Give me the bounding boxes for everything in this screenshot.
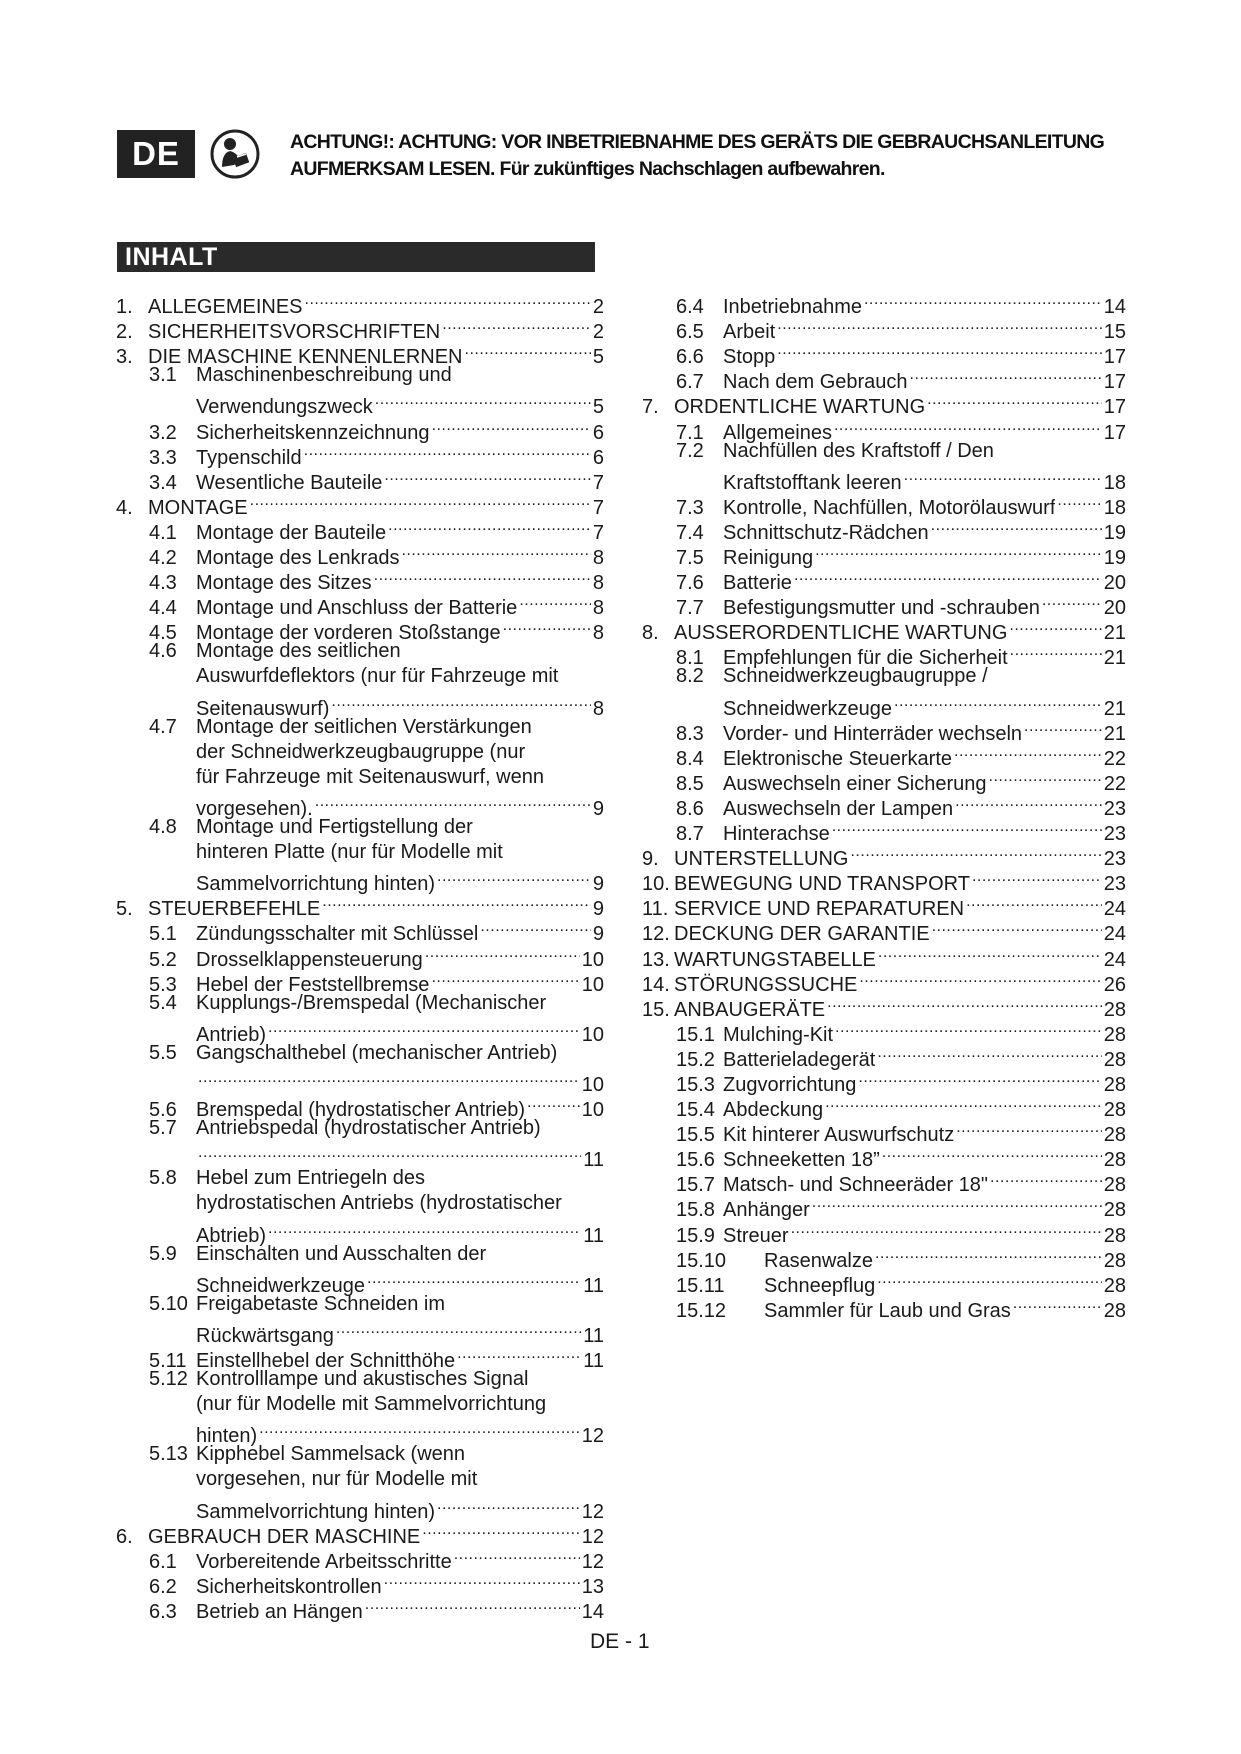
toc-entry[interactable]: 6.3 Betrieb an Hängen ..... 14	[116, 1593, 604, 1618]
toc-entry-continuation[interactable]: hinten) ..... 12	[116, 1417, 604, 1442]
toc-entry[interactable]: 15.11 Schneepflug ..... 28	[642, 1267, 1126, 1292]
toc-entry[interactable]: 15.5 Kit hinterer Auswurfschutz ..... 28	[642, 1116, 1126, 1141]
toc-entry[interactable]: 5.7 Antriebspedal (hydrostatischer Antrieb)	[149, 1117, 541, 1140]
toc-entry[interactable]: 15.8 Anhänger ..... 28	[642, 1191, 1126, 1216]
warning-line-2: AUFMERKSAM LESEN. Für zukünftiges Nachschlagen aufbewahren.	[290, 158, 885, 180]
toc-entry[interactable]: 8.1 Empfehlungen für die Sicherheit ..... 21	[642, 639, 1126, 664]
toc-entry[interactable]: 15.3 Zugvorrichtung ..... 28	[642, 1066, 1126, 1091]
toc-entry[interactable]: 4.5 Montage der vorderen Stoßstange ..... 8	[116, 614, 604, 639]
toc-entry[interactable]: 5. STEUERBEFEHLE ..... 9	[116, 890, 604, 915]
toc-entry-continuation[interactable]: ..... 10	[116, 1066, 604, 1091]
toc-entry-continuation[interactable]: (nur für Modelle mit Sammelvorrichtung	[196, 1393, 547, 1416]
toc-entry[interactable]: 5.2 Drosselklappensteuerung ..... 10	[116, 940, 604, 965]
toc-entry[interactable]: 2. SICHERHEITSVORSCHRIFTEN ..... 2	[116, 313, 604, 338]
toc-entry[interactable]: 11. SERVICE UND REPARATUREN ..... 24	[642, 890, 1126, 915]
toc-entry[interactable]: 12. DECKUNG DER GARANTIE ..... 24	[642, 915, 1126, 940]
toc-entry[interactable]: 7.4 Schnittschutz-Rädchen ..... 19	[642, 514, 1126, 539]
toc-entry[interactable]: 8.2 Schneidwerkzeugbaugruppe /	[676, 665, 988, 688]
toc-entry[interactable]: 5.8 Hebel zum Entriegeln des	[149, 1167, 426, 1190]
toc-entry[interactable]: 7.5 Reinigung ..... 19	[642, 539, 1126, 564]
toc-entry[interactable]: 5.1 Zündungsschalter mit Schlüssel ..... 9	[116, 915, 604, 940]
toc-entry[interactable]: 6. GEBRAUCH DER MASCHINE ..... 12	[116, 1518, 604, 1543]
toc-entry[interactable]: 15.2 Batterieladegerät ..... 28	[642, 1041, 1126, 1066]
toc-entry-continuation[interactable]: vorgesehen). ..... 9	[116, 790, 604, 815]
toc-entry-continuation[interactable]: hinteren Platte (nur für Modelle mit	[196, 841, 503, 864]
toc-entry[interactable]: 15. ANBAUGERÄTE ..... 28	[642, 991, 1126, 1016]
toc-left-column	[116, 288, 604, 1623]
toc-entry-continuation[interactable]: für Fahrzeuge mit Seitenauswurf, wenn	[196, 765, 544, 788]
toc-entry-continuation[interactable]: Abtrieb) ..... 11	[116, 1216, 604, 1241]
toc-entry[interactable]: 8.7 Hinterachse ..... 23	[642, 815, 1126, 840]
toc-entry-continuation[interactable]: Schneidwerkzeuge ..... 11	[116, 1267, 604, 1292]
toc-entry[interactable]: 4.7 Montage der seitlichen Verstärkungen	[149, 715, 532, 738]
toc-entry[interactable]: 4. MONTAGE ..... 7	[116, 489, 604, 514]
read-manual-icon	[210, 129, 260, 179]
toc-entry[interactable]: 5.4 Kupplungs-/Bremspedal (Mechanischer	[149, 991, 547, 1014]
toc-entry-continuation[interactable]: Seitenauswurf) ..... 8	[116, 690, 604, 715]
toc-entry[interactable]: 5.11 Einstellhebel der Schnitthöhe ..... 11	[116, 1342, 604, 1367]
toc-entry[interactable]: 15.1 Mulching-Kit ..... 28	[642, 1016, 1126, 1041]
toc-entry[interactable]: 4.6 Montage des seitlichen	[149, 640, 401, 663]
page-number: DE - 1	[590, 1630, 650, 1653]
toc-entry-continuation[interactable]: ..... 11	[116, 1141, 604, 1166]
toc-entry[interactable]: 6.2 Sicherheitskontrollen ..... 13	[116, 1568, 604, 1593]
toc-entry[interactable]: 4.3 Montage des Sitzes ..... 8	[116, 564, 604, 589]
toc-entry[interactable]: 4.1 Montage der Bauteile ..... 7	[116, 514, 604, 539]
toc-entry[interactable]: 3.3 Typenschild ..... 6	[116, 439, 604, 464]
toc-title: INHALT	[117, 242, 595, 272]
toc-entry[interactable]: 5.9 Einschalten und Ausschalten der	[149, 1242, 487, 1265]
toc-entry[interactable]: 7. ORDENTLICHE WARTUNG ..... 17	[642, 388, 1126, 413]
toc-entry[interactable]: 6.5 Arbeit ..... 15	[642, 313, 1126, 338]
toc-entry[interactable]: 8.6 Auswechseln der Lampen ..... 23	[642, 790, 1126, 815]
toc-entry-continuation[interactable]: Sammelvorrichtung hinten) ..... 9	[116, 865, 604, 890]
toc-entry[interactable]: 15.10 Rasenwalze ..... 28	[642, 1242, 1126, 1267]
toc-entry[interactable]: 3.4 Wesentliche Bauteile ..... 7	[116, 464, 604, 489]
toc-entry[interactable]: 4.8 Montage und Fertigstellung der	[149, 815, 473, 838]
toc-entry[interactable]: 3.2 Sicherheitskennzeichnung ..... 6	[116, 413, 604, 438]
toc-entry[interactable]: 15.6 Schneeketten 18” ..... 28	[642, 1141, 1126, 1166]
toc-right-column	[642, 288, 1126, 1322]
toc-entry-continuation[interactable]: Auswurfdeflektors (nur für Fahrzeuge mit	[196, 665, 559, 688]
toc-entry-continuation[interactable]: Antrieb) ..... 10	[116, 1016, 604, 1041]
toc-entry[interactable]: 8.4 Elektronische Steuerkarte ..... 22	[642, 740, 1126, 765]
toc-entry[interactable]: 8.5 Auswechseln einer Sicherung ..... 22	[642, 765, 1126, 790]
toc-entry[interactable]: 6.1 Vorbereitende Arbeitsschritte ..... 12	[116, 1543, 604, 1568]
warning-line-1: ACHTUNG!: ACHTUNG: VOR INBETRIEBNAHME DES GERÄTS DIE GEBRAUCHSANLEITUNG	[290, 131, 1105, 153]
toc-entry[interactable]: 5.10 Freigabetaste Schneiden im	[149, 1292, 446, 1315]
toc-entry[interactable]: 1. ALLEGEMEINES ..... 2	[116, 288, 604, 313]
toc-entry[interactable]: 7.6 Batterie ..... 20	[642, 564, 1126, 589]
toc-entry-continuation[interactable]: Schneidwerkzeuge ..... 21	[642, 690, 1126, 715]
toc-entry[interactable]: 9. UNTERSTELLUNG ..... 23	[642, 840, 1126, 865]
toc-entry[interactable]: 6.7 Nach dem Gebrauch ..... 17	[642, 363, 1126, 388]
toc-entry[interactable]: 3. DIE MASCHINE KENNENLERNEN ..... 5	[116, 338, 604, 363]
toc-entry[interactable]: 7.1 Allgemeines ..... 17	[642, 413, 1126, 438]
toc-entry-continuation[interactable]: Kraftstofftank leeren ..... 18	[642, 464, 1126, 489]
toc-entry[interactable]: 6.4 Inbetriebnahme ..... 14	[642, 288, 1126, 313]
safety-warning	[290, 129, 1190, 183]
toc-entry[interactable]: 5.12 Kontrolllampe und akustisches Signal	[149, 1368, 529, 1391]
toc-entry[interactable]: 3.1 Maschinenbeschreibung und	[149, 364, 452, 387]
language-badge: DE	[117, 130, 195, 178]
toc-entry[interactable]: 7.2 Nachfüllen des Kraftstoff / Den	[676, 439, 994, 462]
toc-entry[interactable]: 15.9 Streuer ..... 28	[642, 1216, 1126, 1241]
toc-entry-continuation[interactable]: Rückwärtsgang ..... 11	[116, 1317, 604, 1342]
toc-entry[interactable]: 8.3 Vorder- und Hinterräder wechseln ..... 21	[642, 715, 1126, 740]
toc-entry-continuation[interactable]: Sammelvorrichtung hinten) ..... 12	[116, 1493, 604, 1518]
toc-entry[interactable]: 8. AUSSERORDENTLICHE WARTUNG ..... 21	[642, 614, 1126, 639]
toc-entry[interactable]: 15.12 Sammler für Laub und Gras ..... 28	[642, 1292, 1126, 1317]
toc-entry-continuation[interactable]: vorgesehen, nur für Modelle mit	[196, 1468, 478, 1491]
toc-entry[interactable]: 7.7 Befestigungsmutter und -schrauben ..... 20	[642, 589, 1126, 614]
toc-entry[interactable]: 5.6 Bremspedal (hydrostatischer Antrieb) ..... 10	[116, 1091, 604, 1116]
toc-entry-continuation[interactable]: hydrostatischen Antriebs (hydrostatischer	[196, 1192, 562, 1215]
toc-entry[interactable]: 14. STÖRUNGSSUCHE ..... 26	[642, 966, 1126, 991]
toc-entry[interactable]: 4.4 Montage und Anschluss der Batterie ..... 8	[116, 589, 604, 614]
toc-entry[interactable]: 13. WARTUNGSTABELLE ..... 24	[642, 940, 1126, 965]
toc-entry-continuation[interactable]: Verwendungszweck ..... 5	[116, 388, 604, 413]
toc-entry[interactable]: 10. BEWEGUNG UND TRANSPORT ..... 23	[642, 865, 1126, 890]
toc-entry[interactable]: 7.3 Kontrolle, Nachfüllen, Motorölauswurf ..... 18	[642, 489, 1126, 514]
toc-entry[interactable]: 6.6 Stopp ..... 17	[642, 338, 1126, 363]
toc-entry[interactable]: 5.3 Hebel der Feststellbremse ..... 10	[116, 966, 604, 991]
toc-entry[interactable]: 5.13 Kipphebel Sammelsack (wenn	[149, 1443, 466, 1466]
toc-entry[interactable]: 4.2 Montage des Lenkrads ..... 8	[116, 539, 604, 564]
toc-entry[interactable]: 15.4 Abdeckung ..... 28	[642, 1091, 1126, 1116]
toc-entry-continuation[interactable]: der Schneidwerkzeugbaugruppe (nur	[196, 740, 526, 763]
toc-entry[interactable]: 15.7 Matsch- und Schneeräder 18" ..... 28	[642, 1166, 1126, 1191]
toc-entry[interactable]: 5.5 Gangschalthebel (mechanischer Antrieb)	[149, 1041, 558, 1064]
